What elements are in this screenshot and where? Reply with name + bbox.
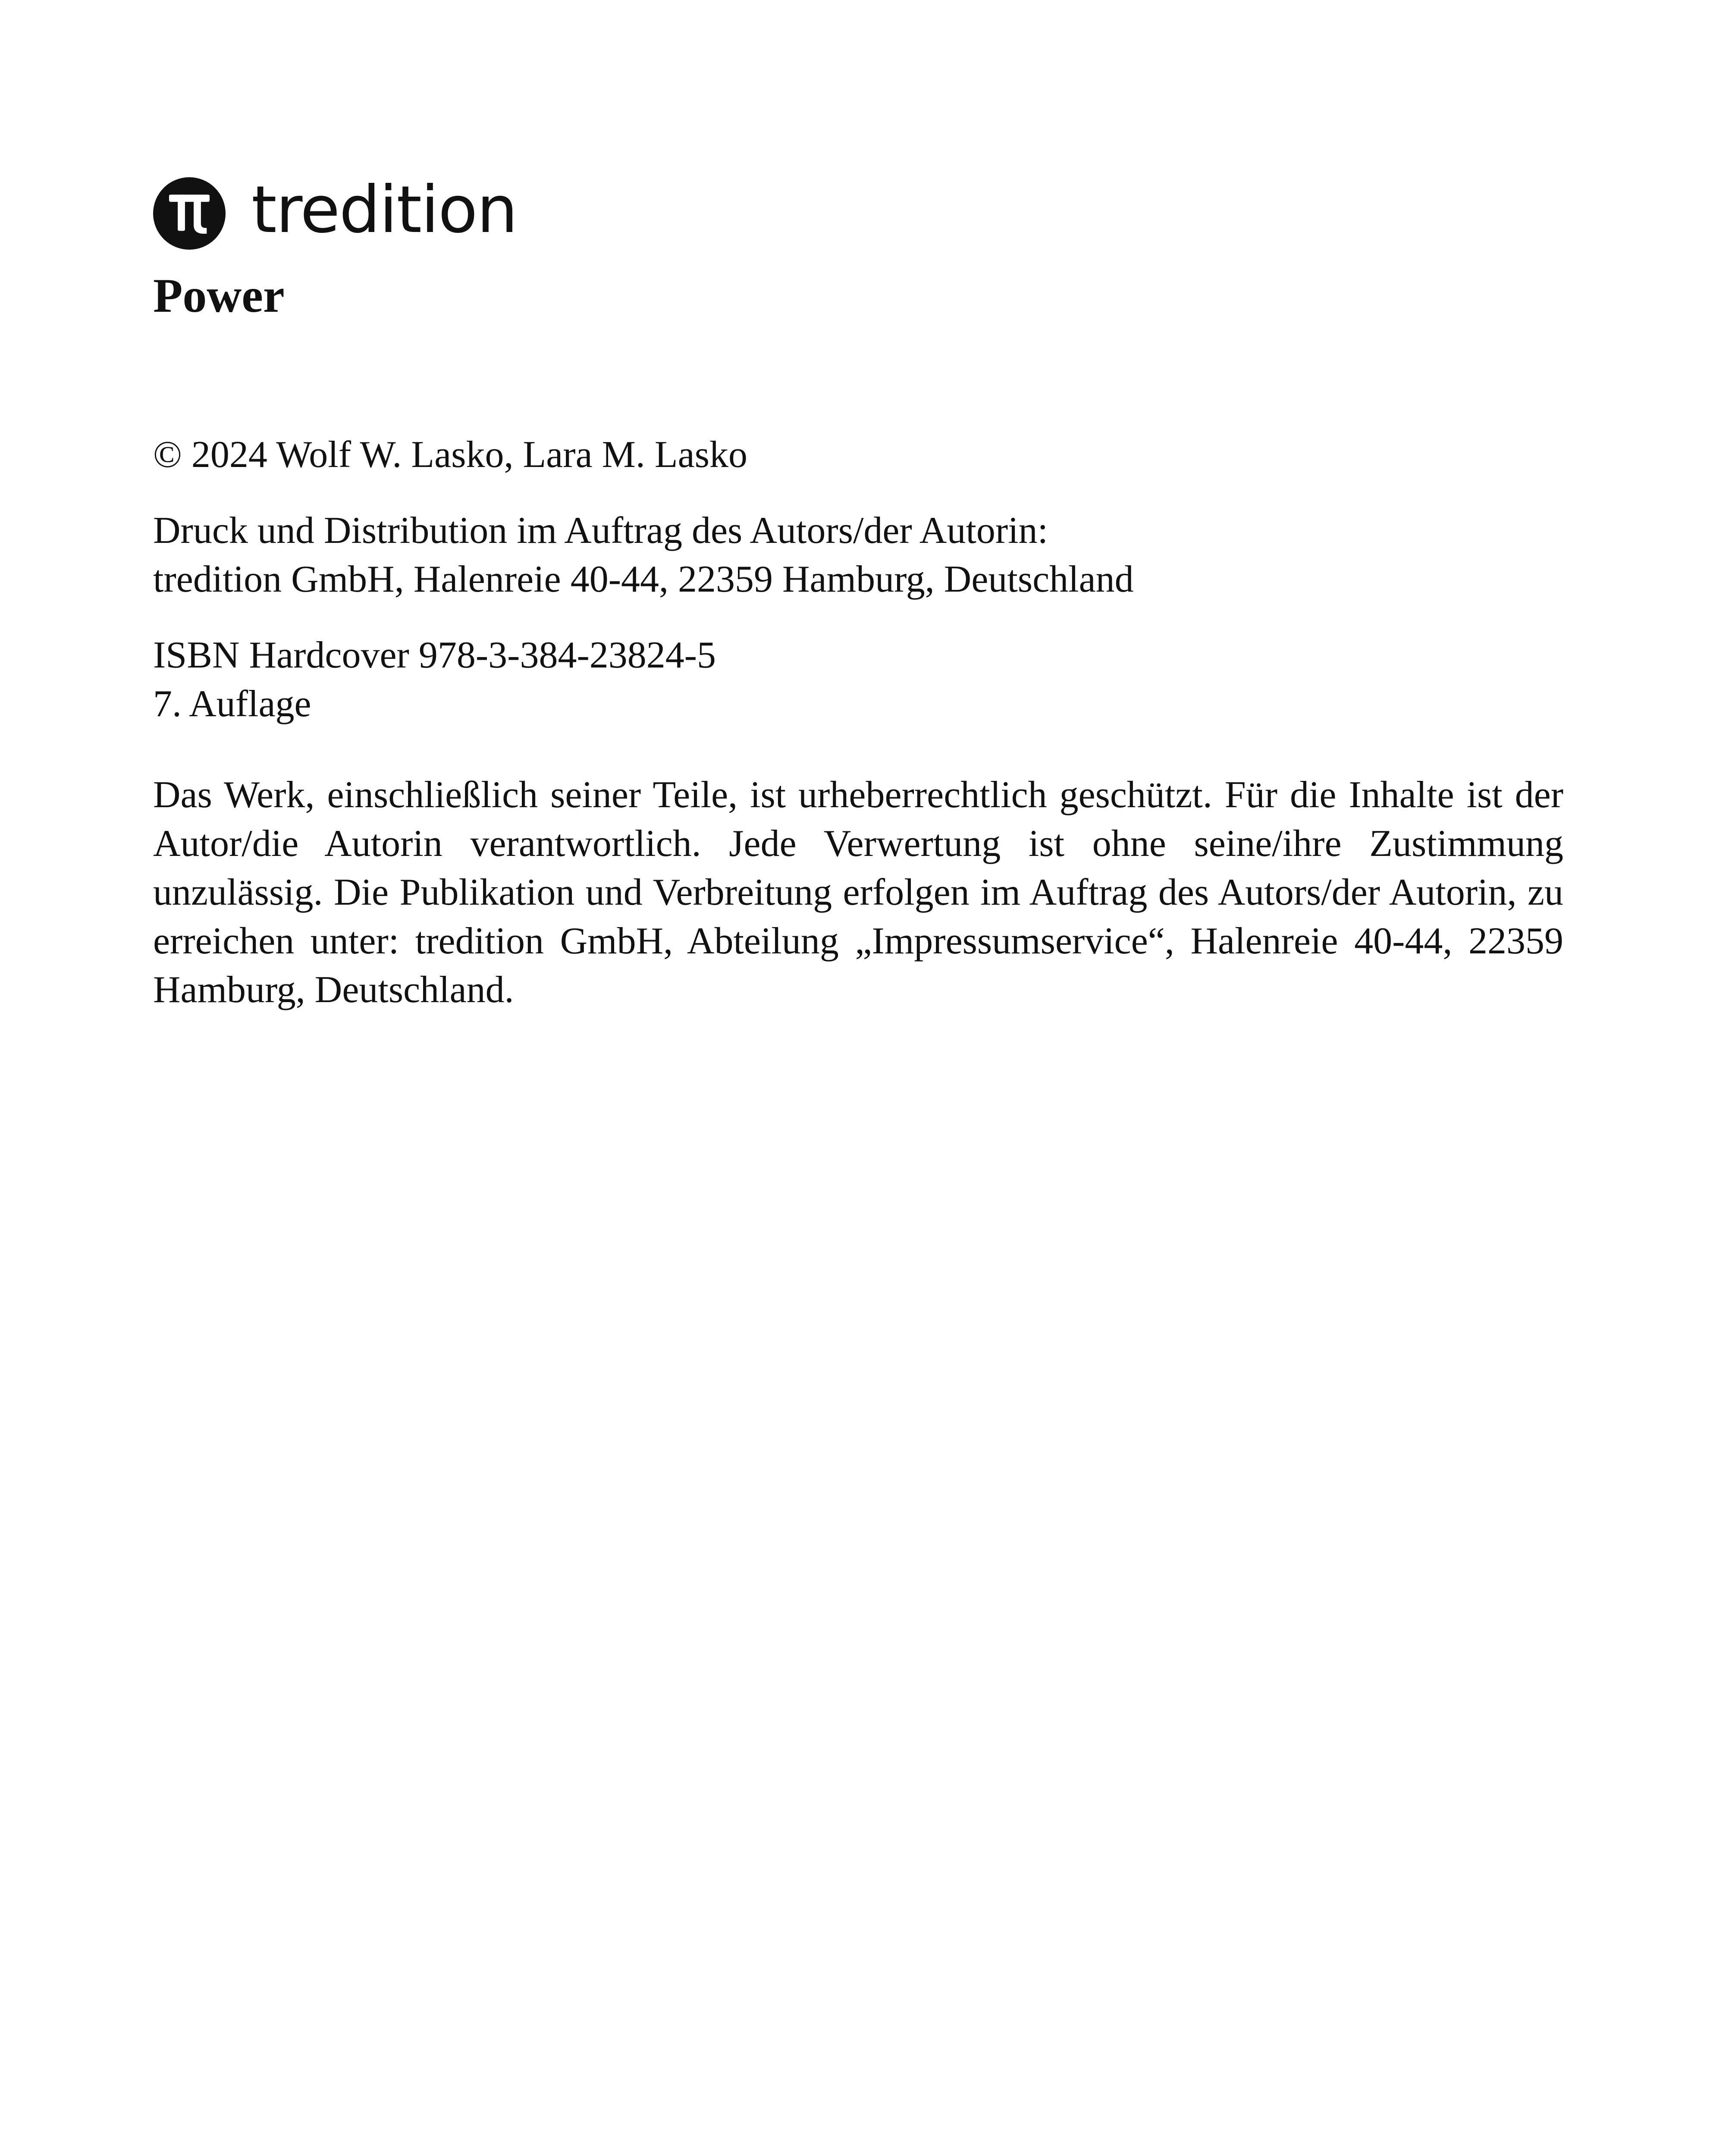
printing-edition: 7. Auflage <box>153 683 311 725</box>
copyright-notice: © 2024 Wolf W. Lasko, Lara M. Lasko <box>153 434 747 476</box>
imprint-page <box>153 172 1563 1014</box>
tredition-logo-icon <box>153 177 226 250</box>
book-title: Power <box>153 269 285 323</box>
publisher-wordmark: tredition <box>251 172 517 248</box>
edition-info <box>153 631 1563 728</box>
distribution-info <box>153 506 1563 604</box>
isbn: ISBN Hardcover 978-3-384-23824-5 <box>153 634 716 677</box>
publisher-logo <box>153 172 1563 252</box>
distribution-line-2: tredition GmbH, Halenreie 40-44, 22359 Hamburg, Deutschland <box>153 558 1134 601</box>
distribution-line-1: Druck und Distribution im Auftrag des Autors/der Autorin: <box>153 510 1048 552</box>
legal-notice: Das Werk, einschließlich seiner Teile, ist urheberrechtlich geschützt. Für die Inhalte ist der Autor/die Autorin verantwortlich. Jede Verwertung ist ohne seine/ihre Zustimmung unzulässig. Die Publikation und Verbreitung erfolgen im Auftrag des Autors/der Autorin, zu erreichen unter: tredition GmbH, Abteilung „Impressumservice“, Halenreie 40-44, 22359 Hamburg, Deutschland. <box>153 774 1563 1011</box>
